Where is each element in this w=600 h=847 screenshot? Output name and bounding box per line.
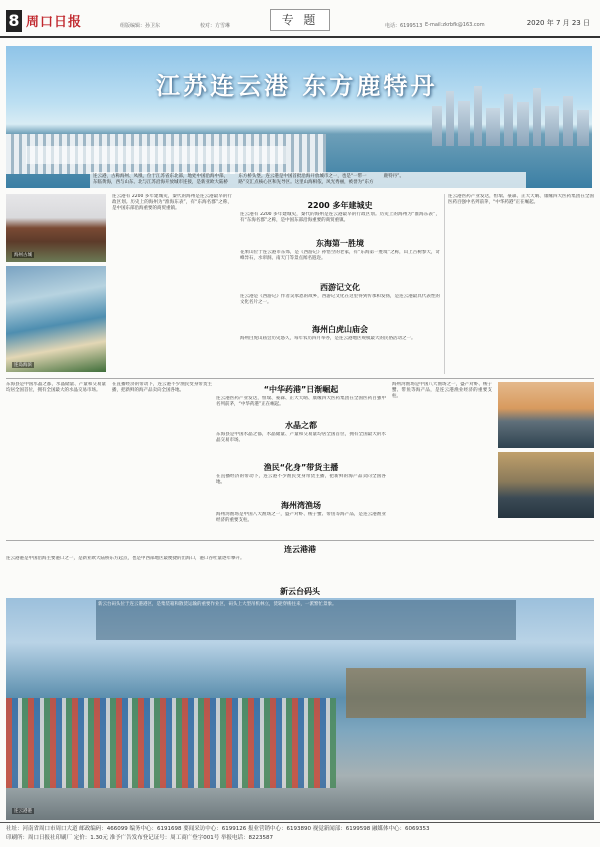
section-text: 连云港医药产业发达，恒瑞、豪森、正大天晴、康缘四大医药集团在全国医药百强中名列前茅，“中华药港”正在崛起。 [216,396,386,408]
photo-caption: 连岛海滨 [14,363,32,368]
section-text: 连云港有 2200 多年建城史，秦代的海州是连云港最早的行政区划。历史上的海州为“淮海东表”，有“东海名郡”之称，是中国东部沿海重要的商贸重镇。 [240,212,440,224]
sunset-photo [498,382,594,448]
section-rule [6,540,594,541]
section-text: 新云台码头位于连云港港区，是集装箱和散货运输的重要作业区，码头上大型吊机林立，货轮穿梭往来，一派繁忙景象。 [96,600,516,640]
hero-banner [6,46,592,188]
section-text: 海州湾渔场是中国八大渔场之一，盛产对虾、梭子蟹、带鱼等海产品，是连云港渔业经济的重要支柱。 [392,382,492,400]
section-heading: 海州湾渔场 [281,501,321,510]
photo-caption: 连云港港 [14,809,32,814]
intro-text: 连云港，古称海州、凤凰，位于江苏省东北部，地处中国沿海中部，东临黄海，西与山东、北与江苏沿海开放城市连接，是新亚欧大陆桥东方桥头堡。连云港是中国首批沿海开放城市之一，也是“一带一路”交汇点核心区和先导区。这里山海相依，风光秀丽，被誉为“东方鹿特丹”。 [90,172,526,188]
section-heading: 2200 多年建城史 [307,201,373,210]
section-rule [6,378,594,379]
section-text: 连云港医药产业发达，恒瑞、豪森、正大天晴、康缘四大医药集团在全国医药百强中名列前茅，“中华药港”正在崛起。 [448,194,594,206]
photo-caption: 海州古城 [14,253,32,258]
paper-logo: 周口日报 [26,15,83,30]
phone-info: 电话：6199513 [385,23,423,29]
section-heading: 海州白虎山庙会 [312,325,368,334]
ancient-city-photo [6,194,106,262]
section-heading: 连云港港 [284,545,316,554]
column-divider [444,194,445,374]
editor-info: 组版编辑：孙卫东 [120,23,161,29]
footer-line: 社址：河南省周口市周口大道 邮政编码：466099 编务中心：6191698 要闻采访中心：6199126 报业营销中心：6193890 视觉新闻部：6199598 融媒体中心：6069353 [6,826,430,832]
section-text: 连云港是《西游记》作者吴承恩的故乡，西游记文化在这里得到传承和发扬，是连云港最具代表性的文化名片之一。 [240,294,440,306]
masthead [0,0,600,40]
section-text: 花果山位于连云港市东郊，是《西游记》孙悟空的老家，有“东海第一胜境”之称，山上古树参天，奇峰异石，水帘洞、南天门等景点闻名遐迩。 [240,250,440,262]
bulk-terminal [346,668,586,718]
footer-line: 印刷所：周口日报社印刷厂 定价：1.30元 准予广告发布登记证号：周工商广登字001号 举报电话：8223587 [6,835,273,841]
section-text: 东海县是中国水晶之都，水晶储量、产量和交易量均居全国首位，拥有全国最大的水晶交易市场。 [216,432,386,444]
proof-info: 校对：方雪琳 [200,23,231,29]
section-text: 海州湾渔场是中国八大渔场之一，盛产对虾、梭子蟹、带鱼等海产品，是连云港渔业经济的重要支柱。 [216,512,386,524]
section-heading: 渔民“化身”带货主播 [263,463,339,472]
section-text: 连云港港是中国沿海主要港口之一，是新亚欧大陆桥东方起点，也是中西部地区最便捷的出海口，港口吞吐量逐年攀升。 [6,556,245,561]
container-yard [6,698,336,788]
skyline [422,86,592,146]
section-heading: 东海第一胜境 [316,239,364,248]
page-title: 江苏连云港 东方鹿特丹 [156,72,438,100]
page-number: 8 [6,10,22,32]
beach-photo [6,266,106,372]
yacht-row [26,146,286,164]
email-info: E-mail:zkrbfk@163.com [425,22,485,28]
section-text: 海州白虎山庙会历史悠久，每年农历四月举办，是连云港地区规模最大的民俗活动之一。 [240,336,416,341]
section-text: 在直播经济的带动下，连云港不少渔民变身带货主播，把新鲜的海产品卖向全国各地。 [112,382,212,394]
section-heading: “中华药港”日渐崛起 [263,385,339,394]
harbor-photo [498,452,594,518]
section-text: 在直播经济的带动下，连云港不少渔民变身带货主播，把新鲜的海产品卖向全国各地。 [216,474,386,486]
footer [0,822,600,847]
port-photo [6,598,594,820]
issue-date: 2020 年 7 月 23 日 [526,19,590,27]
header-rule [0,36,600,38]
section-heading: 水晶之都 [285,421,317,430]
section-heading: 新云台码头 [280,587,320,596]
section-text: 东海县是中国水晶之都，水晶储量、产量和交易量均居全国首位，拥有全国最大的水晶交易市场。 [6,382,106,394]
section-text: 连云港有 2200 多年建城史，秦代的海州是连云港最早的行政区划。历史上的海州为“淮海东表”，有“东海名郡”之称，是中国东部沿海重要的商贸重镇。 [112,194,232,212]
section-tag: 专 题 [270,9,330,31]
section-heading: 西游记文化 [320,283,360,292]
